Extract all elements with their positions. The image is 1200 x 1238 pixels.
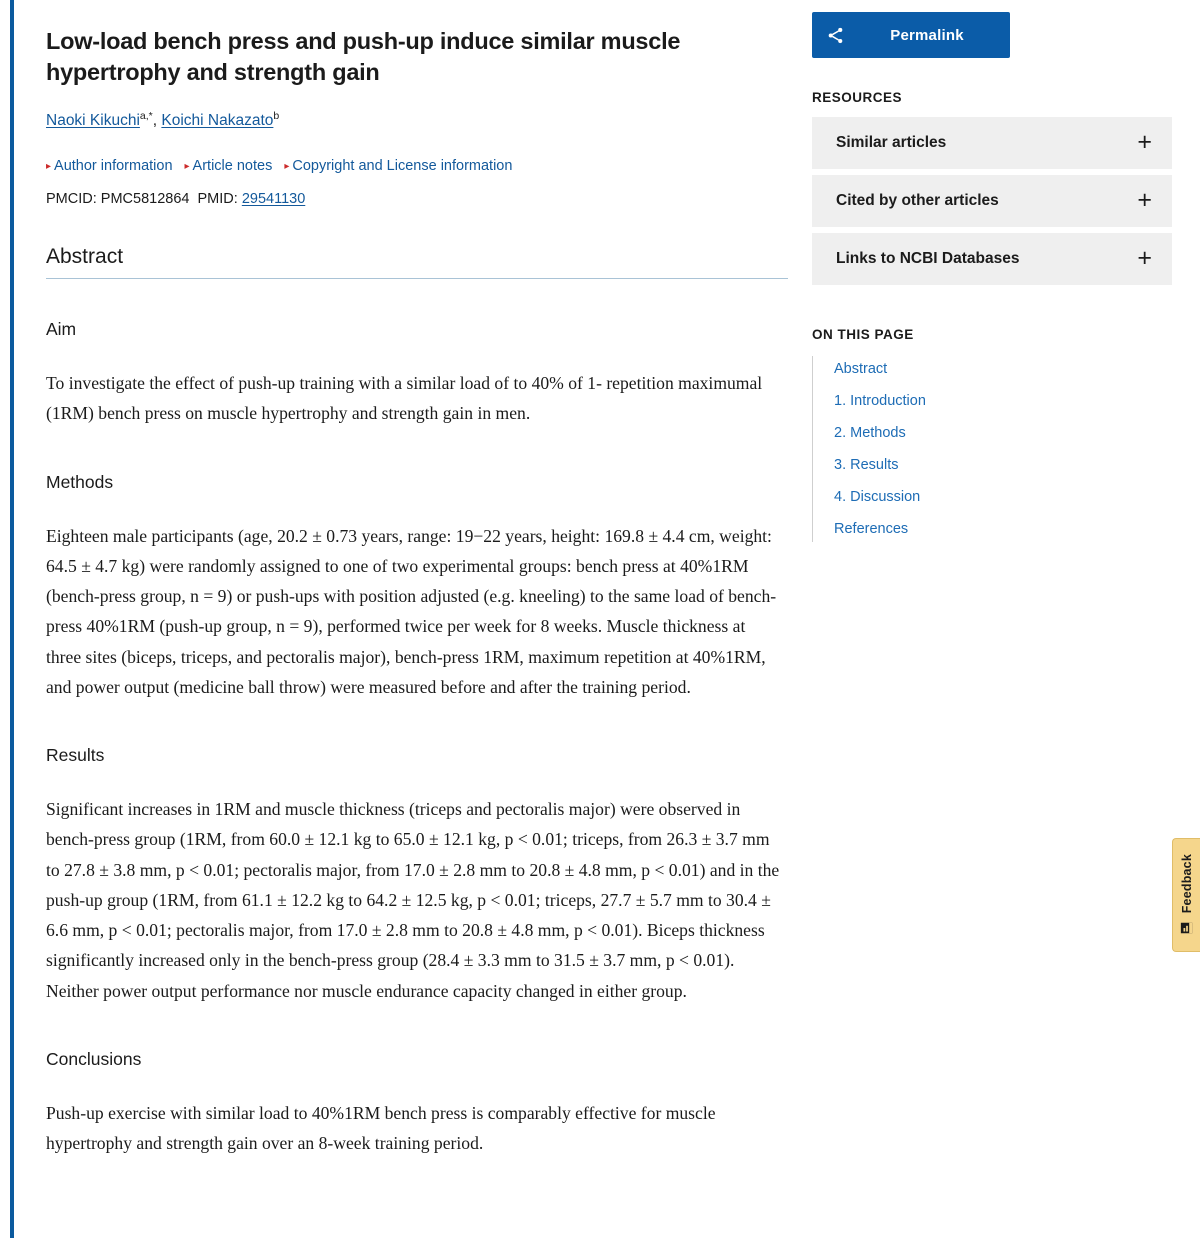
section-heading-results: Results: [46, 745, 105, 766]
author-information-label: Author information: [54, 158, 173, 175]
section-heading-conclusions: Conclusions: [46, 1048, 142, 1069]
author-list: [46, 110, 788, 131]
article-notes-label: Article notes: [192, 158, 273, 175]
plus-icon[interactable]: +: [1137, 127, 1152, 156]
pmid-link[interactable]: 29541130: [241, 191, 306, 208]
plus-icon[interactable]: +: [1137, 185, 1152, 214]
pmcid-label: PMCID:: [46, 191, 97, 208]
on-this-page-heading: ON THIS PAGE: [812, 327, 914, 342]
article-meta-links: [46, 157, 788, 176]
toc-item-discussion[interactable]: 4. Discussion: [834, 489, 921, 505]
toc-item-introduction[interactable]: 1. Introduction: [834, 393, 926, 409]
accordion-label: Similar articles: [836, 134, 947, 151]
author-name-1: Naoki Kikuchi: [46, 112, 140, 130]
pmcid-value: PMC5812864: [100, 191, 190, 208]
article-notes-link[interactable]: [185, 157, 273, 176]
accordion-row-similar-articles[interactable]: [812, 117, 1172, 169]
section-text-aim: To investigate the effect of push-up training with a similar load of to 40% of 1- repetition maximumal (1RM) bench press on muscle hypertrophy and strength gain in men.: [46, 373, 763, 424]
section-heading-aim: Aim: [46, 319, 77, 340]
author-affiliation-1: a,*: [139, 110, 153, 123]
author-information-link[interactable]: [46, 157, 173, 176]
author-link-1[interactable]: [46, 112, 140, 129]
resources-accordion: [812, 117, 1172, 285]
feedback-label: Feedback: [1179, 854, 1194, 914]
permalink-button[interactable]: [812, 12, 1010, 58]
toc-item-references[interactable]: References: [834, 521, 909, 537]
article-sidebar: [812, 0, 1172, 542]
article-main-column: [46, 0, 788, 1158]
pmid-label: PMID:: [197, 191, 238, 208]
copyright-license-label: Copyright and License information: [292, 158, 513, 175]
author-affiliation-2: b: [273, 110, 280, 123]
author-name-2: Koichi Nakazato: [161, 112, 274, 130]
toc-item-abstract[interactable]: Abstract: [834, 361, 888, 377]
triangle-right-icon: ▸: [46, 161, 52, 173]
triangle-right-icon: ▸: [284, 161, 290, 173]
share-icon: [812, 26, 858, 45]
accordion-row-links-to-ncbi-databases[interactable]: [812, 233, 1172, 285]
permalink-label: Permalink: [890, 26, 964, 44]
article-identifiers: [46, 190, 788, 209]
toc-item-results[interactable]: 3. Results: [834, 457, 899, 473]
page-title: Low-load bench press and push-up induce similar muscle hypertrophy and strength gain: [46, 28, 681, 86]
section-text-methods: Eighteen male participants (age, 20.2 ± 0.73 years, range: 19−22 years, height: 169.8 ± 4.4 cm, weight: 64.5 ± 4.7 kg) were randomly assigned to one of two experimental groups: bench press at 40%1RM (bench-press group, n = 9) or push-ups with position adjusted (e.g. kneeling) to the same load of bench-press 40%1RM (push-up group, n = 9), performed twice per week for 8 weeks. Muscle thickness at three sites (biceps, triceps, and pectoralis major), bench-press 1RM, maximum repetition at 40%1RM, and power output (medicine ball throw) were measured before and after the training period.: [46, 525, 777, 697]
accordion-label: Links to NCBI Databases: [836, 250, 1020, 267]
feedback-tab[interactable]: [1172, 838, 1200, 952]
triangle-right-icon: ▸: [184, 161, 190, 173]
section-text-conclusions: Push-up exercise with similar load to 40%1RM bench press is comparably effective for muscle hypertrophy and strength gain over an 8-week training period.: [46, 1102, 716, 1154]
abstract-heading: Abstract: [46, 245, 788, 279]
accordion-row-cited-by-other-articles[interactable]: [812, 175, 1172, 227]
resources-heading: RESOURCES: [812, 90, 903, 105]
toc-item-methods[interactable]: 2. Methods: [834, 425, 906, 441]
copyright-license-link[interactable]: [284, 157, 512, 176]
plus-icon[interactable]: +: [1137, 243, 1152, 272]
chart-icon: [1180, 921, 1194, 940]
author-link-2[interactable]: [161, 112, 273, 129]
section-heading-methods: Methods: [46, 471, 114, 492]
on-this-page-nav: [812, 356, 1172, 542]
section-text-results: Significant increases in 1RM and muscle thickness (triceps and pectoralis major) were observed in bench-press group (1RM, from 60.0 ± 12.1 kg to 65.0 ± 12.1 kg, p < 0.01; triceps, from 26.3 ± 3.7 mm to 27.8 ± 3.8 mm, p < 0.01; pectoralis major, from 17.0 ± 2.8 mm to 20.8 ± 4.8 mm, p < 0.01) and in the push-up group (1RM, from 61.1 ± 12.2 kg to 64.2 ± 12.5 kg, p < 0.01; triceps, 27.7 ± 5.7 mm to 30.4 ± 6.6 mm, p < 0.01; pectoralis major, from 17.0 ± 2.8 mm to 20.8 ± 4.8 mm, p < 0.01). Biceps thickness significantly increased only in the bench-press group (28.4 ± 3.3 mm to 31.5 ± 3.7 mm, p < 0.01). Neither power output performance nor muscle endurance capacity changed in either group.: [46, 799, 780, 1001]
accordion-label: Cited by other articles: [836, 192, 999, 209]
author-separator: ,: [152, 112, 162, 130]
